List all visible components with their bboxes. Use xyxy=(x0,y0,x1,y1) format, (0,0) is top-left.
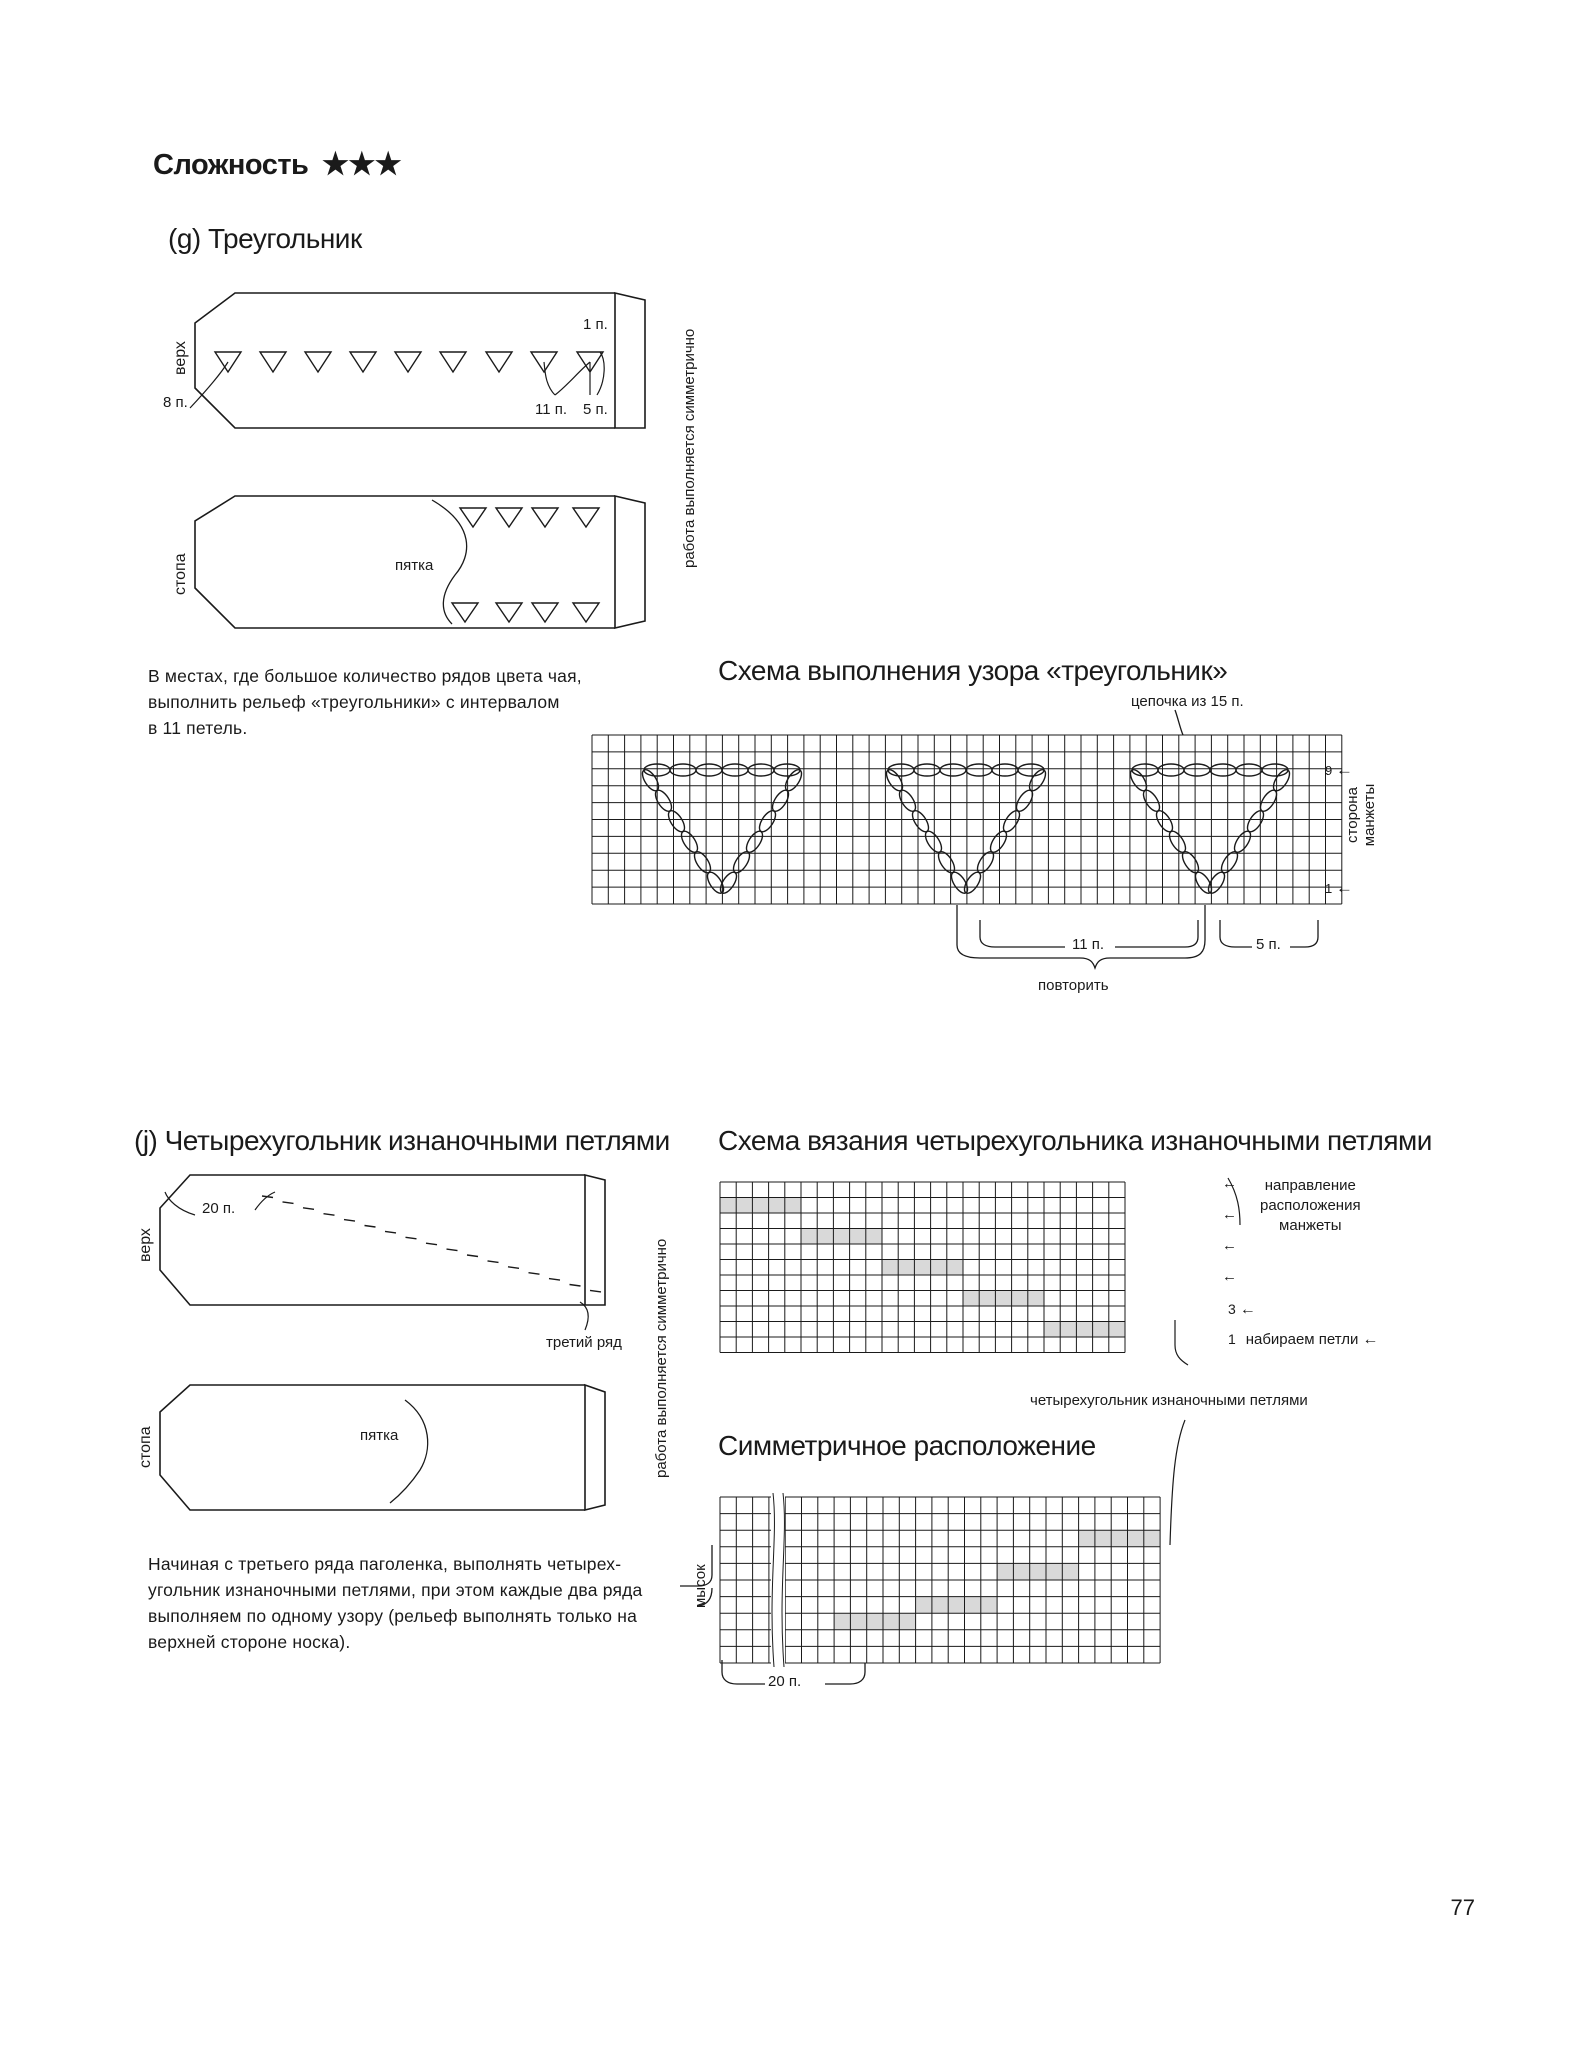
symmetric-chart-grid xyxy=(720,1493,1160,1667)
square-dir-arrow-2: ← xyxy=(1222,1206,1237,1223)
sock-j-foot-label: стопа xyxy=(137,1426,154,1468)
sock-g-label-5st: 5 п. xyxy=(583,401,608,418)
chain-stitch xyxy=(1184,764,1210,776)
purl-dash xyxy=(385,1231,396,1233)
chain-stitch xyxy=(1270,767,1292,793)
triangle-repeat-label: повторить xyxy=(1038,977,1109,994)
triangle-repeat-st: 11 п. xyxy=(1072,936,1105,953)
chain-stitch xyxy=(717,870,739,896)
purl-dash xyxy=(529,1273,540,1275)
chain-stitch xyxy=(1000,808,1022,834)
page-number: 77 xyxy=(1450,1895,1475,1920)
difficulty-stars: ★★★ xyxy=(321,148,402,181)
sock-g-heel-label: пятка xyxy=(395,557,434,574)
triangle-chain-3 xyxy=(1127,764,1292,896)
chain-stitch xyxy=(1236,764,1262,776)
purl-dash xyxy=(467,1255,478,1257)
sock-g-top-outline xyxy=(195,293,645,428)
square-dir-arrow-3: ← xyxy=(1222,1237,1237,1254)
purl-dash xyxy=(303,1208,314,1210)
section-g-description: В местах, где большое количество рядов цвета чая, выполнить рельеф «треугольники» с интервалом в 11 петель. xyxy=(148,666,582,738)
symmetric-20st-label: 20 п. xyxy=(768,1673,802,1690)
sock-j-20st-label: 20 п. xyxy=(202,1200,236,1217)
chain-stitch xyxy=(966,764,992,776)
square-chart-grid xyxy=(720,1182,1125,1353)
sock-g-foot-triangles xyxy=(452,508,599,622)
chain-stitch xyxy=(940,764,966,776)
chain-stitch xyxy=(748,764,774,776)
purl-dash xyxy=(570,1285,581,1287)
square-chart-caption-line xyxy=(1170,1178,1240,1545)
triangle-row-1: 1 ← xyxy=(1325,878,1353,897)
sock-j-foot-outline xyxy=(160,1385,605,1510)
chain-stitch xyxy=(1153,808,1175,834)
purl-dash xyxy=(344,1220,355,1222)
sock-g-top-label: верх xyxy=(172,341,189,375)
purl-block xyxy=(882,1260,963,1276)
chain-stitch xyxy=(922,829,944,855)
triangle-chain-label: цепочка из 15 п. xyxy=(1131,693,1244,710)
sock-j-top-outline xyxy=(160,1175,605,1305)
chain-stitch xyxy=(987,829,1009,855)
sock-j-sym-note: работа выполняется симметрично xyxy=(653,1238,670,1478)
chain-stitch xyxy=(756,808,778,834)
chain-stitch xyxy=(1205,870,1227,896)
sock-g-label-8st: 8 п. xyxy=(163,394,188,411)
sock-j-heel-label: пятка xyxy=(360,1427,399,1444)
purl-block xyxy=(834,1613,916,1630)
chain-stitch xyxy=(722,764,748,776)
triangle-five-st: 5 п. xyxy=(1256,936,1281,953)
square-chart-title: Схема вязания четырехугольника изнаночными петлями xyxy=(718,1125,1432,1156)
section-g-title: (g) Треугольник xyxy=(168,223,362,254)
purl-block xyxy=(1079,1530,1161,1547)
purl-block xyxy=(963,1291,1044,1307)
purl-block xyxy=(720,1198,801,1214)
purl-dash xyxy=(590,1290,601,1292)
chain-stitch xyxy=(1140,788,1162,814)
sock-g-label-1st: 1 п. xyxy=(583,316,608,333)
purl-dash xyxy=(447,1249,458,1251)
section-j-description: Начиная с третьего ряда паголенка, выполнять четырех- угольник изнаночными петлями, при этом каждые два ряда выполняем по одному узору (рельеф выполнять только на верхней стороне носка). xyxy=(148,1554,643,1652)
chain-stitch xyxy=(639,767,661,793)
chain-stitch xyxy=(896,788,918,814)
sock-g-label-11st: 11 п. xyxy=(535,401,568,418)
triangle-chart-title: Схема выполнения узора «треугольник» xyxy=(718,655,1228,686)
chain-stitch xyxy=(1158,764,1184,776)
chain-stitch xyxy=(769,788,791,814)
chain-stitch xyxy=(782,767,804,793)
chain-stitch xyxy=(1026,767,1048,793)
sock-j-top-label: верх xyxy=(137,1228,154,1262)
square-row-1: 1 набираем петли ← xyxy=(1228,1331,1379,1348)
chain-stitch xyxy=(696,764,722,776)
purl-dash xyxy=(365,1226,376,1228)
square-dir-arrow-1: ← xyxy=(1222,1175,1237,1192)
triangle-chain-2 xyxy=(883,764,1048,896)
symmetric-chart-title: Симметричное расположение xyxy=(718,1430,1096,1461)
chain-stitch xyxy=(992,764,1018,776)
section-j-title: (j) Четырехугольник изнаночными петлями xyxy=(134,1125,670,1156)
square-row-3: 3 ← xyxy=(1228,1301,1256,1318)
chain-stitch xyxy=(961,870,983,896)
purl-dash xyxy=(426,1243,437,1245)
chain-stitch xyxy=(1231,829,1253,855)
sock-g-callouts xyxy=(190,352,604,408)
purl-dash xyxy=(406,1237,417,1239)
symmetric-toe-label: мысок xyxy=(692,1564,709,1608)
triangle-chart-grid xyxy=(592,735,1342,904)
square-chart-caption: четырехугольник изнаночными петлями xyxy=(1030,1392,1308,1409)
sock-g-sym-note: работа выполняется симметрично xyxy=(681,328,698,568)
purl-dash xyxy=(508,1267,519,1269)
triangle-cuff-label: сторона манжеты xyxy=(1344,783,1378,847)
purl-block xyxy=(997,1563,1079,1580)
purl-block xyxy=(1044,1322,1125,1338)
sock-j-third-row-label: третий ряд xyxy=(546,1334,622,1351)
triangle-row-9: 9 ← xyxy=(1325,760,1353,779)
purl-block xyxy=(916,1597,998,1614)
chain-stitch xyxy=(1244,808,1266,834)
chain-stitch xyxy=(652,788,674,814)
purl-dash xyxy=(488,1261,499,1263)
sock-g-foot-label: стопа xyxy=(172,553,189,595)
chain-stitch xyxy=(1166,829,1188,855)
chain-stitch xyxy=(909,808,931,834)
chain-stitch xyxy=(883,767,905,793)
chain-stitch xyxy=(1210,764,1236,776)
chain-stitch xyxy=(665,808,687,834)
purl-dash xyxy=(549,1279,560,1281)
chain-stitch xyxy=(704,870,726,896)
square-direction-label: направление расположения манжеты xyxy=(1260,1177,1361,1234)
difficulty-label: Сложность xyxy=(153,149,309,181)
purl-dash xyxy=(324,1214,335,1216)
square-dir-arrow-4: ← xyxy=(1222,1268,1237,1285)
purl-dash xyxy=(283,1202,294,1204)
sock-j-dashes xyxy=(262,1196,601,1292)
triangle-chart-brackets xyxy=(957,710,1318,968)
purl-block xyxy=(801,1229,882,1245)
